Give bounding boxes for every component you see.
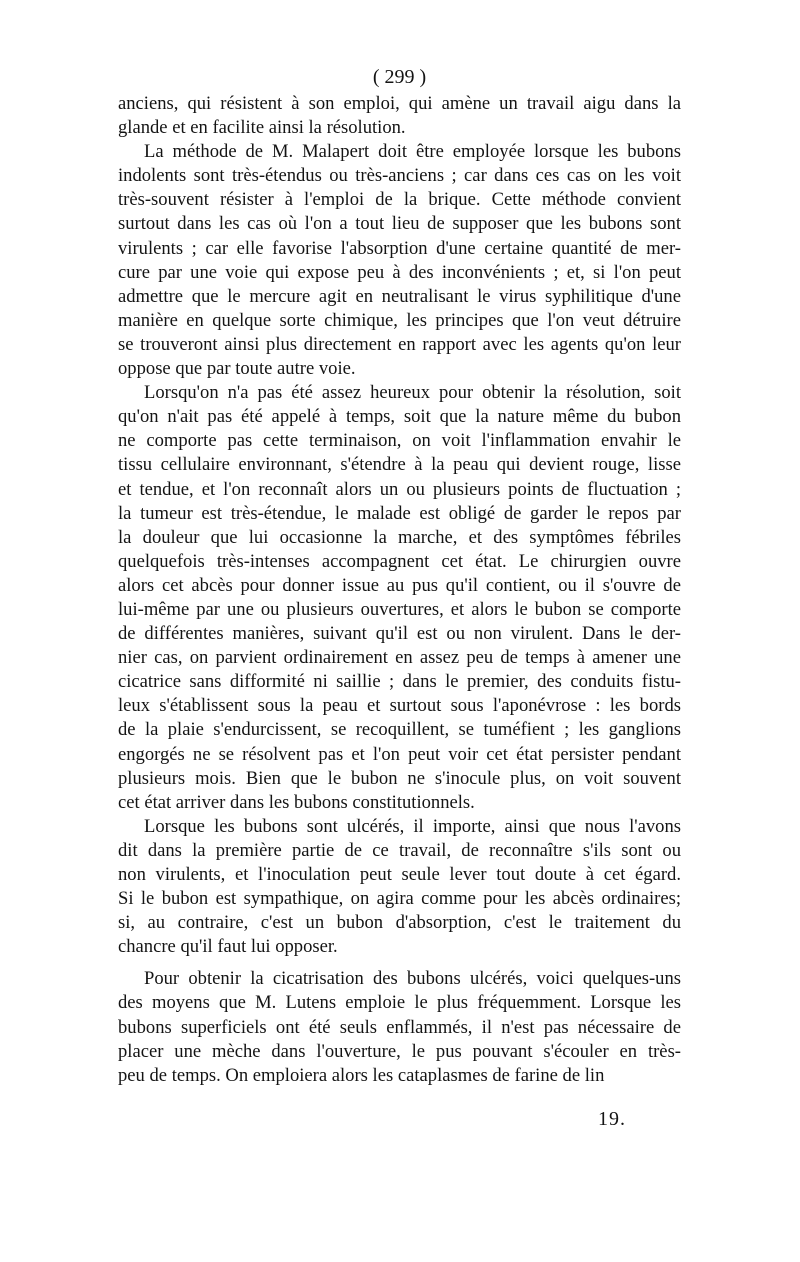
- text-line: alors cet abcès pour donner issue au pus qu'il contient, ou il s'ouvre de: [118, 574, 681, 596]
- text-line: et tendue, et l'on reconnaît alors un ou plusieurs points de fluctuation ;: [118, 478, 681, 500]
- text-line: oppose que par toute autre voie.: [118, 358, 356, 380]
- text-line: chancre qu'il faut lui opposer.: [118, 936, 338, 958]
- paragraph-3: [118, 381, 681, 815]
- text-line: virulents ; car elle favorise l'absorption d'une certaine quantité de mer-: [118, 237, 681, 259]
- text-line: qu'on n'ait pas été appelé à temps, soit que la nature même du bubon: [118, 406, 681, 428]
- text-line: tissu cellulaire environnant, s'étendre à la peau qui devient rouge, lisse: [118, 454, 681, 476]
- text-line: bubons superficiels ont été seuls enflammés, il n'est pas nécessaire de: [118, 1016, 681, 1038]
- text-line: se trouveront ainsi plus directement en rapport avec les agents qu'on leur: [118, 333, 681, 355]
- text-line: de différentes manières, suivant qu'il est ou non virulent. Dans le der-: [118, 623, 681, 645]
- text-line: admettre que le mercure agit en neutralisant le virus syphilitique d'une: [118, 285, 681, 307]
- text-line: Lorsque les bubons sont ulcérés, il importe, ainsi que nous l'avons: [144, 815, 681, 837]
- text-line: de la plaie s'endurcissent, se recoquillent, se tuméfient ; les ganglions: [118, 719, 681, 741]
- text-line: indolents sont très-étendus ou très-anciens ; car dans ces cas on les voit: [118, 165, 681, 187]
- text-line: cure par une voie qui expose peu à des inconvénients ; et, si l'on peut: [118, 261, 681, 283]
- text-line: la douleur que lui occasionne la marche, et des symptômes fébriles: [118, 526, 681, 548]
- text-line: anciens, qui résistent à son emploi, qui amène un travail aigu dans la: [118, 93, 681, 114]
- text-line: si, au contraire, c'est un bubon d'absorption, c'est le traitement du: [118, 912, 681, 934]
- text-line: glande et en facilite ainsi la résolution.: [118, 117, 406, 139]
- text-line: des moyens que M. Lutens emploie le plus fréquemment. Lorsque les: [118, 992, 681, 1014]
- text-line: placer une mèche dans l'ouverture, le pus pouvant s'écouler en très-: [118, 1040, 681, 1062]
- paragraph-1: [118, 92, 681, 140]
- text-line: Si le bubon est sympathique, on agira comme pour les abcès ordinaires;: [118, 888, 681, 910]
- text-line: lui-même par une ou plusieurs ouvertures, et alors le bubon se comporte: [118, 598, 681, 620]
- text-line: cet état arriver dans les bubons constitutionnels.: [118, 791, 475, 813]
- text-line: plusieurs mois. Bien que le bubon ne s'inocule plus, on voit souvent: [118, 767, 681, 789]
- text-line: La méthode de M. Malapert doit être employée lorsque les bubons: [144, 141, 681, 163]
- text-line: la tumeur est très-étendue, le malade est obligé de garder le repos par: [118, 502, 681, 524]
- text-line: leux s'établissent sous la peau et surtout sous l'aponévrose : les bords: [118, 695, 681, 717]
- text-line: engorgés ne se résolvent pas et l'on peut voir cet état persister pendant: [118, 743, 681, 765]
- paragraph-2: [118, 140, 681, 381]
- text-line: quelquefois très-intenses accompagnent cet état. Le chirurgien ouvre: [118, 550, 681, 572]
- page-number: ( 299 ): [372, 66, 427, 88]
- text-line: peu de temps. On emploiera alors les cataplasmes de farine de lin: [118, 1064, 605, 1086]
- text-line: manière en quelque sorte chimique, les principes que l'on veut détruire: [118, 309, 681, 331]
- text-line: très-souvent résister à l'emploi de la brique. Cette méthode convient: [118, 189, 681, 211]
- book-page: [118, 62, 681, 1088]
- paragraph-5: [118, 967, 681, 1087]
- text-line: non virulents, et l'inoculation peut seule lever tout doute à cet égard.: [118, 864, 681, 885]
- page-body: [118, 92, 681, 1088]
- paragraph-4: [118, 815, 681, 960]
- text-line: surtout dans les cas où l'on a tout lieu de supposer que les bubons sont: [118, 213, 681, 235]
- text-line: cicatrice sans difformité ni saillie ; dans le premier, des conduits fistu-: [118, 671, 681, 693]
- text-line: dit dans la première partie de ce travail, de reconnaître s'ils sont ou: [118, 839, 681, 861]
- text-line: Lorsqu'on n'a pas été assez heureux pour obtenir la résolution, soit: [144, 382, 681, 404]
- text-line: ne comporte pas cette terminaison, on voit l'inflammation envahir le: [118, 430, 681, 452]
- text-line: nier cas, on parvient ordinairement en assez peu de temps à amener une: [118, 647, 681, 669]
- signature-mark: 19.: [598, 1108, 626, 1130]
- text-line: Pour obtenir la cicatrisation des bubons ulcérés, voici quelques-uns: [144, 968, 681, 990]
